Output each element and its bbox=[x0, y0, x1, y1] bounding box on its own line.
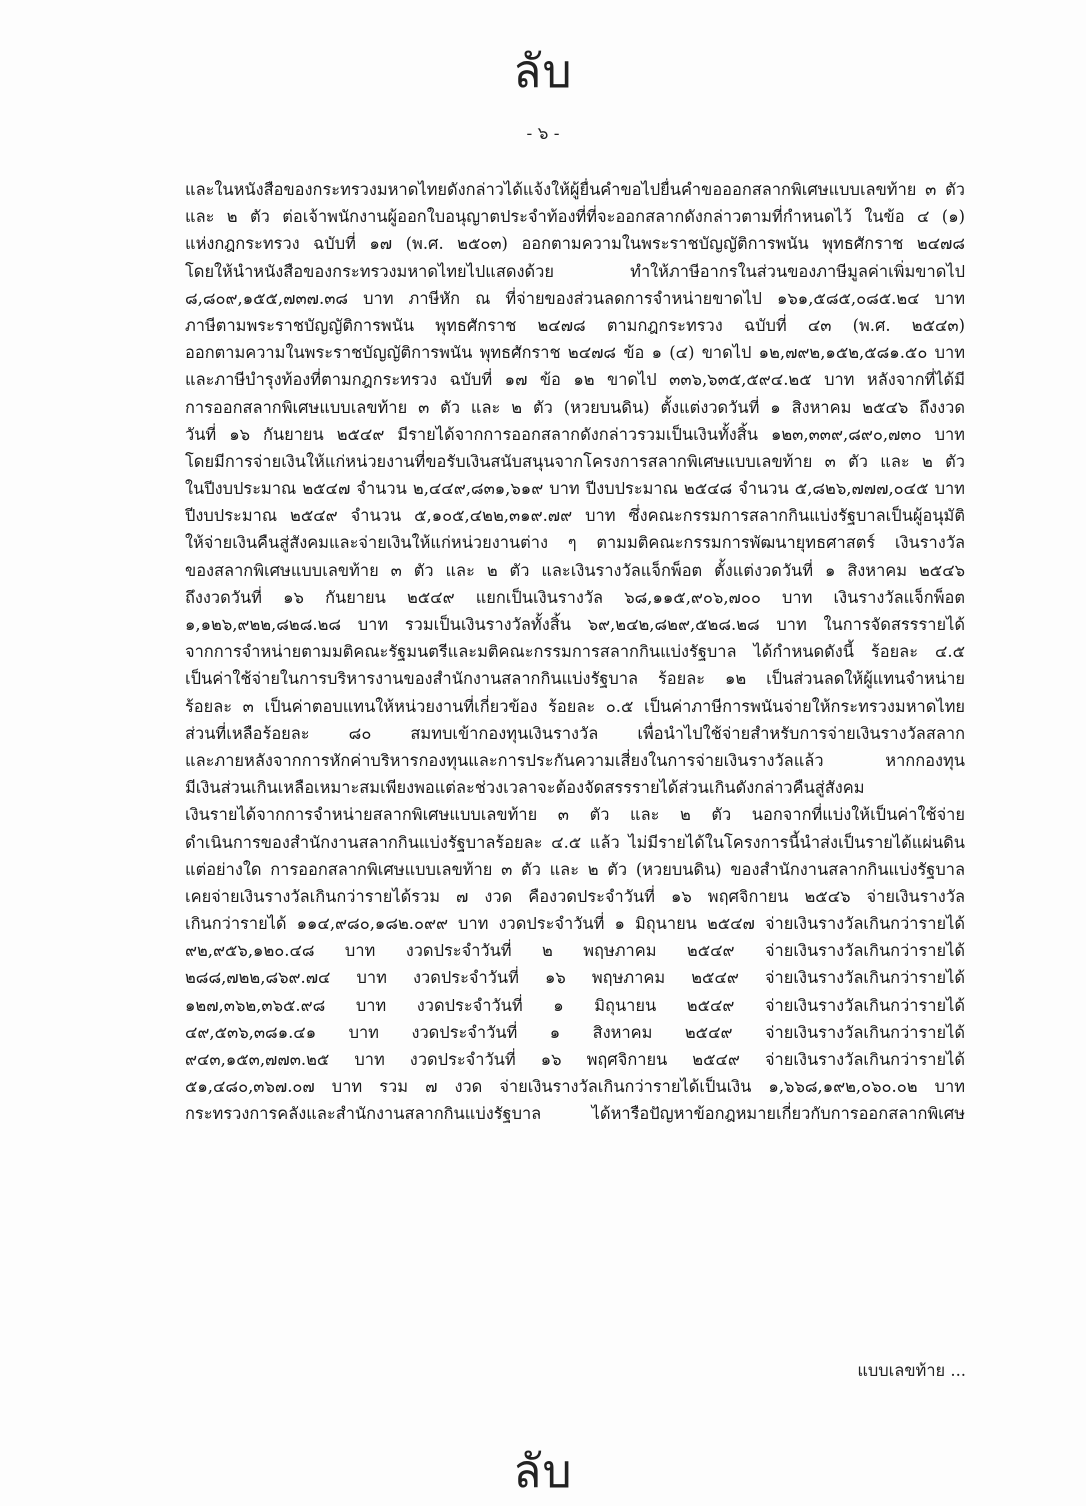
text-line: ดำเนินการของสำนักงานสลากกินแบ่งรัฐบาลร้อยละ ๔.๕ แล้ว ไม่มีรายได้ในโครงการนี้นำส่งเป็นรายได้แผ่นดิน bbox=[185, 832, 965, 852]
text-line: แต่อย่างใด การออกสลากพิเศษแบบเลขท้าย ๓ ตัว และ ๒ ตัว (หวยบนดิน) ของสำนักงานสลากกินแบ่งรัฐบาล bbox=[185, 859, 965, 879]
text-line: ปีงบประมาณ ๒๕๔๙ จำนวน ๕,๑๐๕,๔๒๒,๓๑๙.๗๙ บาท ซึ่งคณะกรรมการสลากกินแบ่งรัฐบาลเป็นผู้อนุมัติ bbox=[185, 506, 965, 526]
text-line: ให้จ่ายเงินคืนสู่สังคมและจ่ายเงินให้แก่หน่วยงานต่าง ๆ ตามมติคณะกรรมการพัฒนายุทธศาสตร์ เงินรางวัล bbox=[185, 533, 965, 553]
text-line: ๑,๑๒๖,๙๒๒,๘๒๘.๒๘ บาท รวมเป็นเงินรางวัลทั้งสิ้น ๖๙,๒๔๒,๘๒๙,๕๒๘.๒๘ บาท ในการจัดสรรรายได้ bbox=[185, 615, 965, 634]
text-line: และ ๒ ตัว ต่อเจ้าพนักงานผู้ออกใบอนุญาตประจำท้องที่ที่จะออกสลากดังกล่าวตามที่กำหนดไว้ ในข้อ ๔ (๑) bbox=[185, 207, 965, 227]
text-line: วันที่ ๑๖ กันยายน ๒๕๔๙ มีรายได้จากการออกสลากดังกล่าวรวมเป็นเงินทั้งสิ้น ๑๒๓,๓๓๙,๘๙๐,๗๓๐ บาท bbox=[185, 424, 965, 444]
page-number: - ๖ - bbox=[526, 124, 560, 144]
text-line: เกินกว่ารายได้ ๑๑๔,๙๘๐,๑๘๒.๐๙๙ บาท งวดประจำวันที่ ๑ มิถุนายน ๒๕๔๗ จ่ายเงินรางวัลเกินกว่ารายได้ bbox=[185, 914, 965, 934]
text-line: โดยให้นำหนังสือของกระทรวงมหาดไทยไปแสดงด้วย ทำให้ภาษีอากรในส่วนของภาษีมูลค่าเพิ่มขาดไป bbox=[185, 261, 965, 281]
text-line: เงินรายได้จากการจำหน่ายสลากพิเศษแบบเลขท้าย ๓ ตัว และ ๒ ตัว นอกจากที่แบ่งให้เป็นค่าใช้จ่าย bbox=[185, 805, 965, 825]
text-line: ๕๑,๔๘๐,๓๖๗.๐๗ บาท รวม ๗ งวด จ่ายเงินรางวัลเกินกว่ารายได้เป็นเงิน ๑,๖๖๘,๑๙๒,๐๖๐.๐๒ บาท bbox=[185, 1077, 965, 1097]
text-line: โดยมีการจ่ายเงินให้แก่หน่วยงานที่ขอรับเงินสนับสนุนจากโครงการสลากพิเศษแบบเลขท้าย ๓ ตัว และ ๒ ตัว bbox=[185, 451, 965, 471]
body-text bbox=[185, 176, 965, 1128]
text-line: และภายหลังจากการหักค่าบริหารกองทุนและการประกันความเสี่ยงในการจ่ายเงินรางวัลแล้ว หากกองทุน bbox=[185, 750, 965, 770]
text-line: ร้อยละ ๓ เป็นค่าตอบแทนให้หน่วยงานที่เกี่ยวข้อง ร้อยละ ๐.๕ เป็นค่าภาษีการพนันจ่ายให้กระทรวงมหาดไทย bbox=[185, 696, 965, 716]
text-line: ส่วนที่เหลือร้อยละ ๘๐ สมทบเข้ากองทุนเงินรางวัล เพื่อนำไปใช้จ่ายสำหรับการจ่ายเงินรางวัลสลาก bbox=[185, 723, 965, 743]
text-line: ของสลากพิเศษแบบเลขท้าย ๓ ตัว และ ๒ ตัว และเงินรางวัลแจ็กพ็อต ตั้งแต่งวดวันที่ ๑ สิงหาคม ๒๕๔๖ bbox=[185, 560, 965, 580]
text-line: มีเงินส่วนเกินเหลือเหมาะสมเพียงพอแต่ละช่วงเวลาจะต้องจัดสรรรายได้ส่วนเกินดังกล่าวคืนสู่สังคม bbox=[185, 778, 865, 798]
classification-footer: ลับ bbox=[513, 1444, 573, 1498]
text-line: ในปีงบประมาณ ๒๕๔๗ จำนวน ๒,๔๔๙,๘๓๑,๖๑๙ บาท ปีงบประมาณ ๒๕๔๘ จำนวน ๕,๘๒๖,๗๗๗,๐๔๕ บาท bbox=[185, 479, 965, 499]
text-line: ภาษีตามพระราชบัญญัติการพนัน พุทธศักราช ๒๔๗๘ ตามกฎกระทรวง ฉบับที่ ๔๓ (พ.ศ. ๒๕๔๓) bbox=[185, 315, 965, 335]
text-line: ถึงงวดวันที่ ๑๖ กันยายน ๒๕๔๙ แยกเป็นเงินรางวัล ๖๘,๑๑๕,๙๐๖,๗๐๐ บาท เงินรางวัลแจ็กพ็อต bbox=[185, 587, 965, 607]
text-line: ๔๙,๕๓๖,๓๘๑.๔๑ บาท งวดประจำวันที่ ๑ สิงหาคม ๒๕๔๙ จ่ายเงินรางวัลเกินกว่ารายได้ bbox=[185, 1022, 965, 1042]
text-line: เป็นค่าใช้จ่ายในการบริหารงานของสำนักงานสลากกินแบ่งรัฐบาล ร้อยละ ๑๒ เป็นส่วนลดให้ผู้แทนจำหน่าย bbox=[185, 669, 965, 689]
text-line: และภาษีบำรุงท้องที่ตามกฎกระทรวง ฉบับที่ ๑๗ ข้อ ๑๒ ขาดไป ๓๓๖,๖๓๕,๕๙๔.๒๕ บาท หลังจากที่ได้มี bbox=[185, 370, 965, 390]
text-line: แห่งกฎกระทรวง ฉบับที่ ๑๗ (พ.ศ. ๒๕๐๓) ออกตามความในพระราชบัญญัติการพนัน พุทธศักราช ๒๔๗๘ bbox=[185, 234, 965, 254]
text-line: จากการจำหน่ายตามมติคณะรัฐมนตรีและมติคณะกรรมการสลากกินแบ่งรัฐบาล ได้กำหนดดังนี้ ร้อยละ ๔.๕ bbox=[185, 642, 965, 662]
text-line: ๒๘๘,๗๒๒,๘๖๙.๗๔ บาท งวดประจำวันที่ ๑๖ พฤษภาคม ๒๕๔๙ จ่ายเงินรางวัลเกินกว่ารายได้ bbox=[185, 968, 965, 988]
text-line: ออกตามความในพระราชบัญญัติการพนัน พุทธศักราช ๒๔๗๘ ข้อ ๑ (๔) ขาดไป ๑๒,๗๙๒,๑๕๒,๕๘๑.๕๐ บาท bbox=[185, 343, 965, 363]
text-line: ๘,๘๐๙,๑๕๕,๗๓๗.๓๘ บาท ภาษีหัก ณ ที่จ่ายของส่วนลดการจำหน่ายขาดไป ๑๖๑,๕๘๕,๐๘๕.๒๔ บาท bbox=[185, 288, 965, 308]
text-line: ๑๒๗,๓๖๒,๓๖๕.๙๘ บาท งวดประจำวันที่ ๑ มิถุนายน ๒๕๔๙ จ่ายเงินรางวัลเกินกว่ารายได้ bbox=[185, 995, 965, 1015]
text-line: ๙๔๓,๑๕๓,๗๗๓.๒๕ บาท งวดประจำวันที่ ๑๖ พฤศจิกายน ๒๕๔๙ จ่ายเงินรางวัลเกินกว่ารายได้ bbox=[185, 1050, 965, 1069]
text-line: กระทรวงการคลังและสำนักงานสลากกินแบ่งรัฐบาล ได้หารือปัญหาข้อกฎหมายเกี่ยวกับการออกสลากพิเศษ bbox=[185, 1104, 965, 1124]
text-line: และในหนังสือของกระทรวงมหาดไทยดังกล่าวได้แจ้งให้ผู้ยื่นคำขอไปยื่นคำขอออกสลากพิเศษแบบเลขท้าย ๓ ตัว bbox=[185, 180, 965, 199]
classification-header: ลับ bbox=[513, 44, 573, 98]
text-line: เคยจ่ายเงินรางวัลเกินกว่ารายได้รวม ๗ งวด คืองวดประจำวันที่ ๑๖ พฤศจิกายน ๒๕๔๖ จ่ายเงินรางวัล bbox=[185, 886, 965, 906]
text-line: ๙๒,๙๕๖,๑๒๐.๔๘ บาท งวดประจำวันที่ ๒ พฤษภาคม ๒๕๔๙ จ่ายเงินรางวัลเกินกว่ารายได้ bbox=[185, 941, 965, 961]
text-line: การออกสลากพิเศษแบบเลขท้าย ๓ ตัว และ ๒ ตัว (หวยบนดิน) ตั้งแต่งวดวันที่ ๑ สิงหาคม ๒๕๔๖ ถึงงวด bbox=[185, 397, 965, 417]
continuation-note: แบบเลขท้าย ... bbox=[857, 1361, 966, 1380]
